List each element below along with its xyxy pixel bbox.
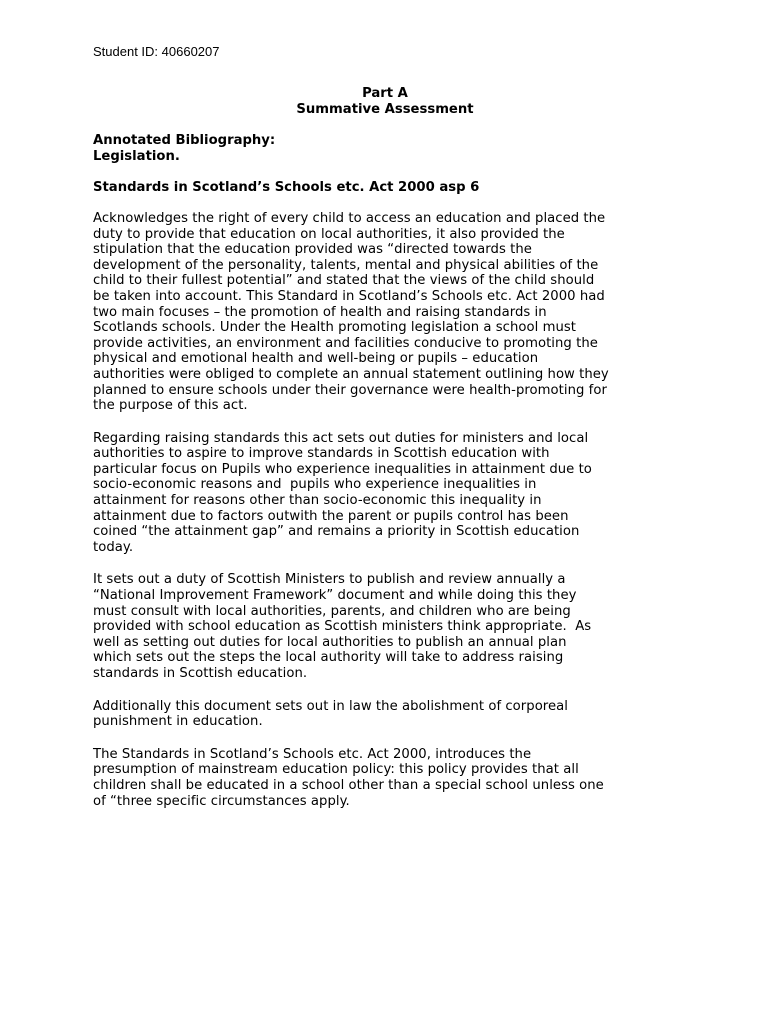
- paragraph-line: development of the personality, talents, mental and physical abilities of the: [93, 257, 599, 273]
- student-id: Student ID: 40660207: [93, 44, 220, 59]
- body-paragraph: [93, 699, 677, 730]
- paragraph-line: It sets out a duty of Scottish Ministers to publish and review annually a: [93, 572, 566, 588]
- paragraph-line: stipulation that the education provided was “directed towards the: [93, 242, 532, 258]
- body-paragraph: [93, 211, 677, 414]
- paragraph-line: Additionally this document sets out in law the abolishment of corporeal: [93, 698, 569, 714]
- paragraph-line: child to their fullest potential” and stated that the views of the child should: [93, 273, 595, 289]
- body-paragraph: [93, 747, 677, 809]
- paragraph-line: planned to ensure schools under their governance were health-promoting for: [93, 382, 607, 398]
- paragraph-line: attainment for reasons other than socio-economic this inequality in: [93, 493, 542, 509]
- paragraph-line: the purpose of this act.: [93, 398, 248, 414]
- paragraph-line: two main focuses – the promotion of health and raising standards in: [93, 304, 547, 320]
- paragraph-line: particular focus on Pupils who experience inequalities in attainment due to: [93, 461, 592, 477]
- paragraph-line: duty to provide that education on local authorities, it also provided the: [93, 226, 565, 242]
- paragraph-line: which sets out the steps the local authority will take to address raising: [93, 650, 564, 666]
- bibliography-heading: Annotated Bibliography:: [93, 133, 276, 149]
- body-paragraph: [93, 431, 677, 556]
- paragraph-line: punishment in education.: [93, 714, 263, 730]
- assessment-subtitle: Summative Assessment: [296, 101, 474, 117]
- paragraph-line: must consult with local authorities, parents, and children who are being: [93, 603, 571, 619]
- act-title: Standards in Scotland’s Schools etc. Act 2000 asp 6: [93, 180, 480, 196]
- paragraph-line: “National Improvement Framework” document and while doing this they: [93, 588, 577, 604]
- paragraph-line: be taken into account. This Standard in Scotland’s Schools etc. Act 2000 had: [93, 288, 605, 304]
- paragraph-line: of “three specific circumstances apply.: [93, 793, 350, 809]
- part-title: Part A: [362, 86, 408, 101]
- body-paragraph: [93, 572, 677, 681]
- paragraph-line: well as setting out duties for local authorities to publish an annual plan: [93, 634, 567, 650]
- paragraph-line: attainment due to factors outwith the parent or pupils control has been: [93, 508, 569, 524]
- paragraph-line: today.: [93, 539, 134, 555]
- paragraph-line: authorities were obliged to complete an annual statement outlining how they: [93, 366, 609, 382]
- paragraph-line: physical and emotional health and well-being or pupils – education: [93, 351, 539, 367]
- legislation-heading: Legislation.: [93, 148, 180, 164]
- paragraph-line: provided with school education as Scottish ministers think appropriate. As: [93, 619, 592, 635]
- paragraph-line: The Standards in Scotland’s Schools etc. Act 2000, introduces the: [93, 746, 532, 762]
- paragraph-line: Acknowledges the right of every child to access an education and placed the: [93, 210, 606, 226]
- paragraph-line: provide activities, an environment and facilities conducive to promoting the: [93, 335, 598, 351]
- paragraph-line: presumption of mainstream education policy: this policy provides that all: [93, 762, 579, 778]
- paragraph-line: coined “the attainment gap” and remains a priority in Scottish education: [93, 524, 580, 540]
- paragraph-list: [93, 211, 677, 809]
- paragraph-line: socio-economic reasons and pupils who experience inequalities in: [93, 477, 537, 493]
- paragraph-line: authorities to aspire to improve standards in Scottish education with: [93, 446, 550, 462]
- paragraph-line: children shall be educated in a school other than a special school unless one: [93, 777, 604, 793]
- document-body: [93, 86, 677, 826]
- paragraph-line: standards in Scottish education.: [93, 666, 308, 681]
- paragraph-line: Regarding raising standards this act sets out duties for ministers and local: [93, 430, 589, 446]
- paragraph-line: Scotlands schools. Under the Health promoting legislation a school must: [93, 320, 577, 336]
